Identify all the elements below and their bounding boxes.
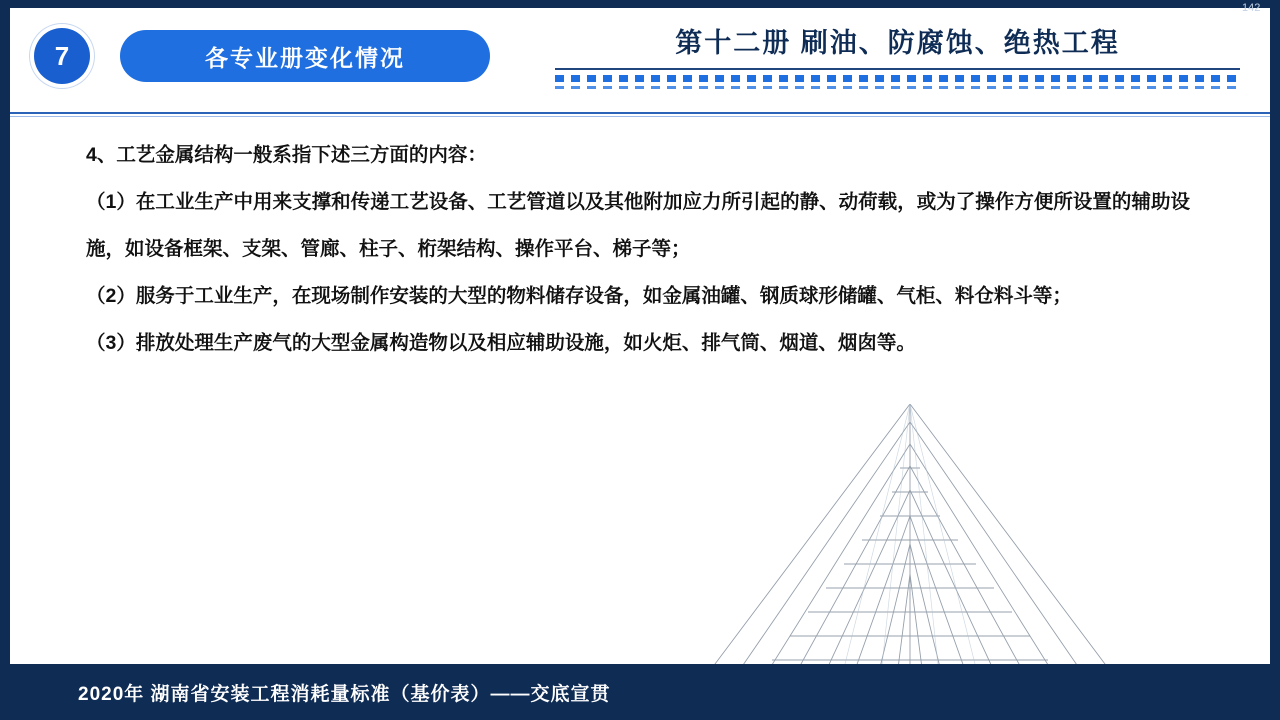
body-paragraph-2: （1）在工业生产中用来支撑和传递工艺设备、工艺管道以及其他附加应力所引起的静、动荷载，或为了操作方便所设置的辅助设施，如设备框架、支架、管廊、柱子、桁架结构、操作平台、梯子等； — [86, 191, 1190, 260]
frame-top-edge — [0, 0, 1280, 8]
slide-footer — [10, 664, 1270, 720]
slide-body — [86, 132, 1190, 367]
title-dashed-rule-thin — [555, 86, 1240, 89]
slide-header — [10, 8, 1270, 104]
frame-bottom-edge — [0, 714, 1280, 720]
title-underline — [555, 68, 1240, 70]
page-title: 第十二册 刷油、防腐蚀、绝热工程 — [675, 28, 1120, 58]
section-number-badge: 7 — [34, 28, 90, 84]
footer-text: 2020年 湖南省安装工程消耗量标准（基价表）——交底宣贯 — [78, 683, 611, 705]
title-block — [555, 22, 1240, 89]
page-number: 142 — [1242, 2, 1261, 14]
body-paragraph-3: （2）服务于工业生产，在现场制作安装的大型的物料储存设备，如金属油罐、钢质球形储罐、气柜、料仓料斗等； — [86, 285, 1072, 307]
title-dashed-rule-thick — [555, 75, 1240, 82]
frame-left-edge — [0, 0, 10, 720]
pyramid-decoration-icon — [690, 404, 1130, 684]
body-paragraph-4: （3）排放处理生产废气的大型金属构造物以及相应辅助设施，如火炬、排气筒、烟道、烟囱等。 — [86, 332, 916, 354]
frame-right-edge — [1270, 0, 1280, 720]
body-paragraph-1: 4、工艺金属结构一般系指下述三方面的内容： — [86, 144, 487, 166]
chapter-label-pill: 各专业册变化情况 — [120, 30, 490, 82]
header-divider — [10, 112, 1270, 114]
header-divider-secondary — [10, 116, 1270, 117]
